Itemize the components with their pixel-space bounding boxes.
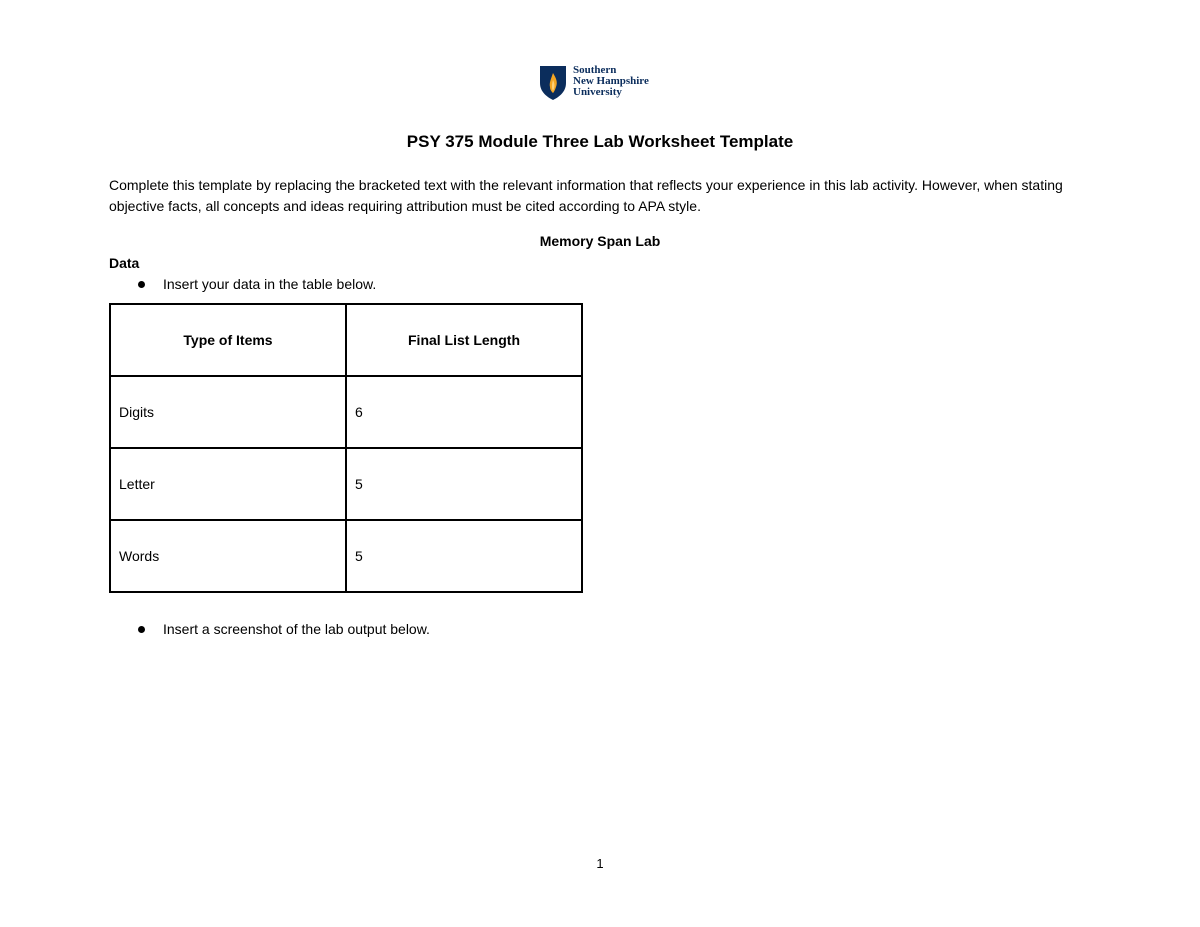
table-cell: Letter xyxy=(110,448,346,520)
shield-flame-icon xyxy=(539,65,567,101)
page-number: 1 xyxy=(596,856,604,871)
bullet-text: Insert a screenshot of the lab output below. xyxy=(163,621,430,637)
logo-line-3: University xyxy=(573,86,622,98)
table-header-row xyxy=(110,304,582,376)
table-row xyxy=(110,448,582,520)
logo-wordmark xyxy=(573,65,649,98)
data-table xyxy=(109,303,583,593)
intro-paragraph: Complete this template by replacing the bracketed text with the relevant information that reflects your experience in this lab activity. However, when stating objective facts, all concepts and ideas requiring attribution must be cited according to APA style. xyxy=(109,177,1063,214)
table-cell: Digits xyxy=(110,376,346,448)
table-cell: Words xyxy=(110,520,346,592)
logo-line-1: Southern xyxy=(573,64,617,76)
section-title: Memory Span Lab xyxy=(539,233,661,249)
table-row xyxy=(110,520,582,592)
bullet-text: Insert your data in the table below. xyxy=(163,276,377,292)
bullet-item xyxy=(138,621,430,637)
table-row xyxy=(110,376,582,448)
table-header-cell: Final List Length xyxy=(346,304,582,376)
data-heading: Data xyxy=(109,255,140,271)
table-cell: 5 xyxy=(346,520,582,592)
bullet-item xyxy=(138,276,376,292)
logo-line-2: New Hampshire xyxy=(573,75,649,87)
snhu-logo xyxy=(539,65,649,101)
bullet-dot-icon xyxy=(138,281,145,288)
bullet-dot-icon xyxy=(138,626,145,633)
table-cell: 6 xyxy=(346,376,582,448)
table-cell: 5 xyxy=(346,448,582,520)
table-header-cell: Type of Items xyxy=(110,304,346,376)
document-title: PSY 375 Module Three Lab Worksheet Template xyxy=(406,132,794,151)
